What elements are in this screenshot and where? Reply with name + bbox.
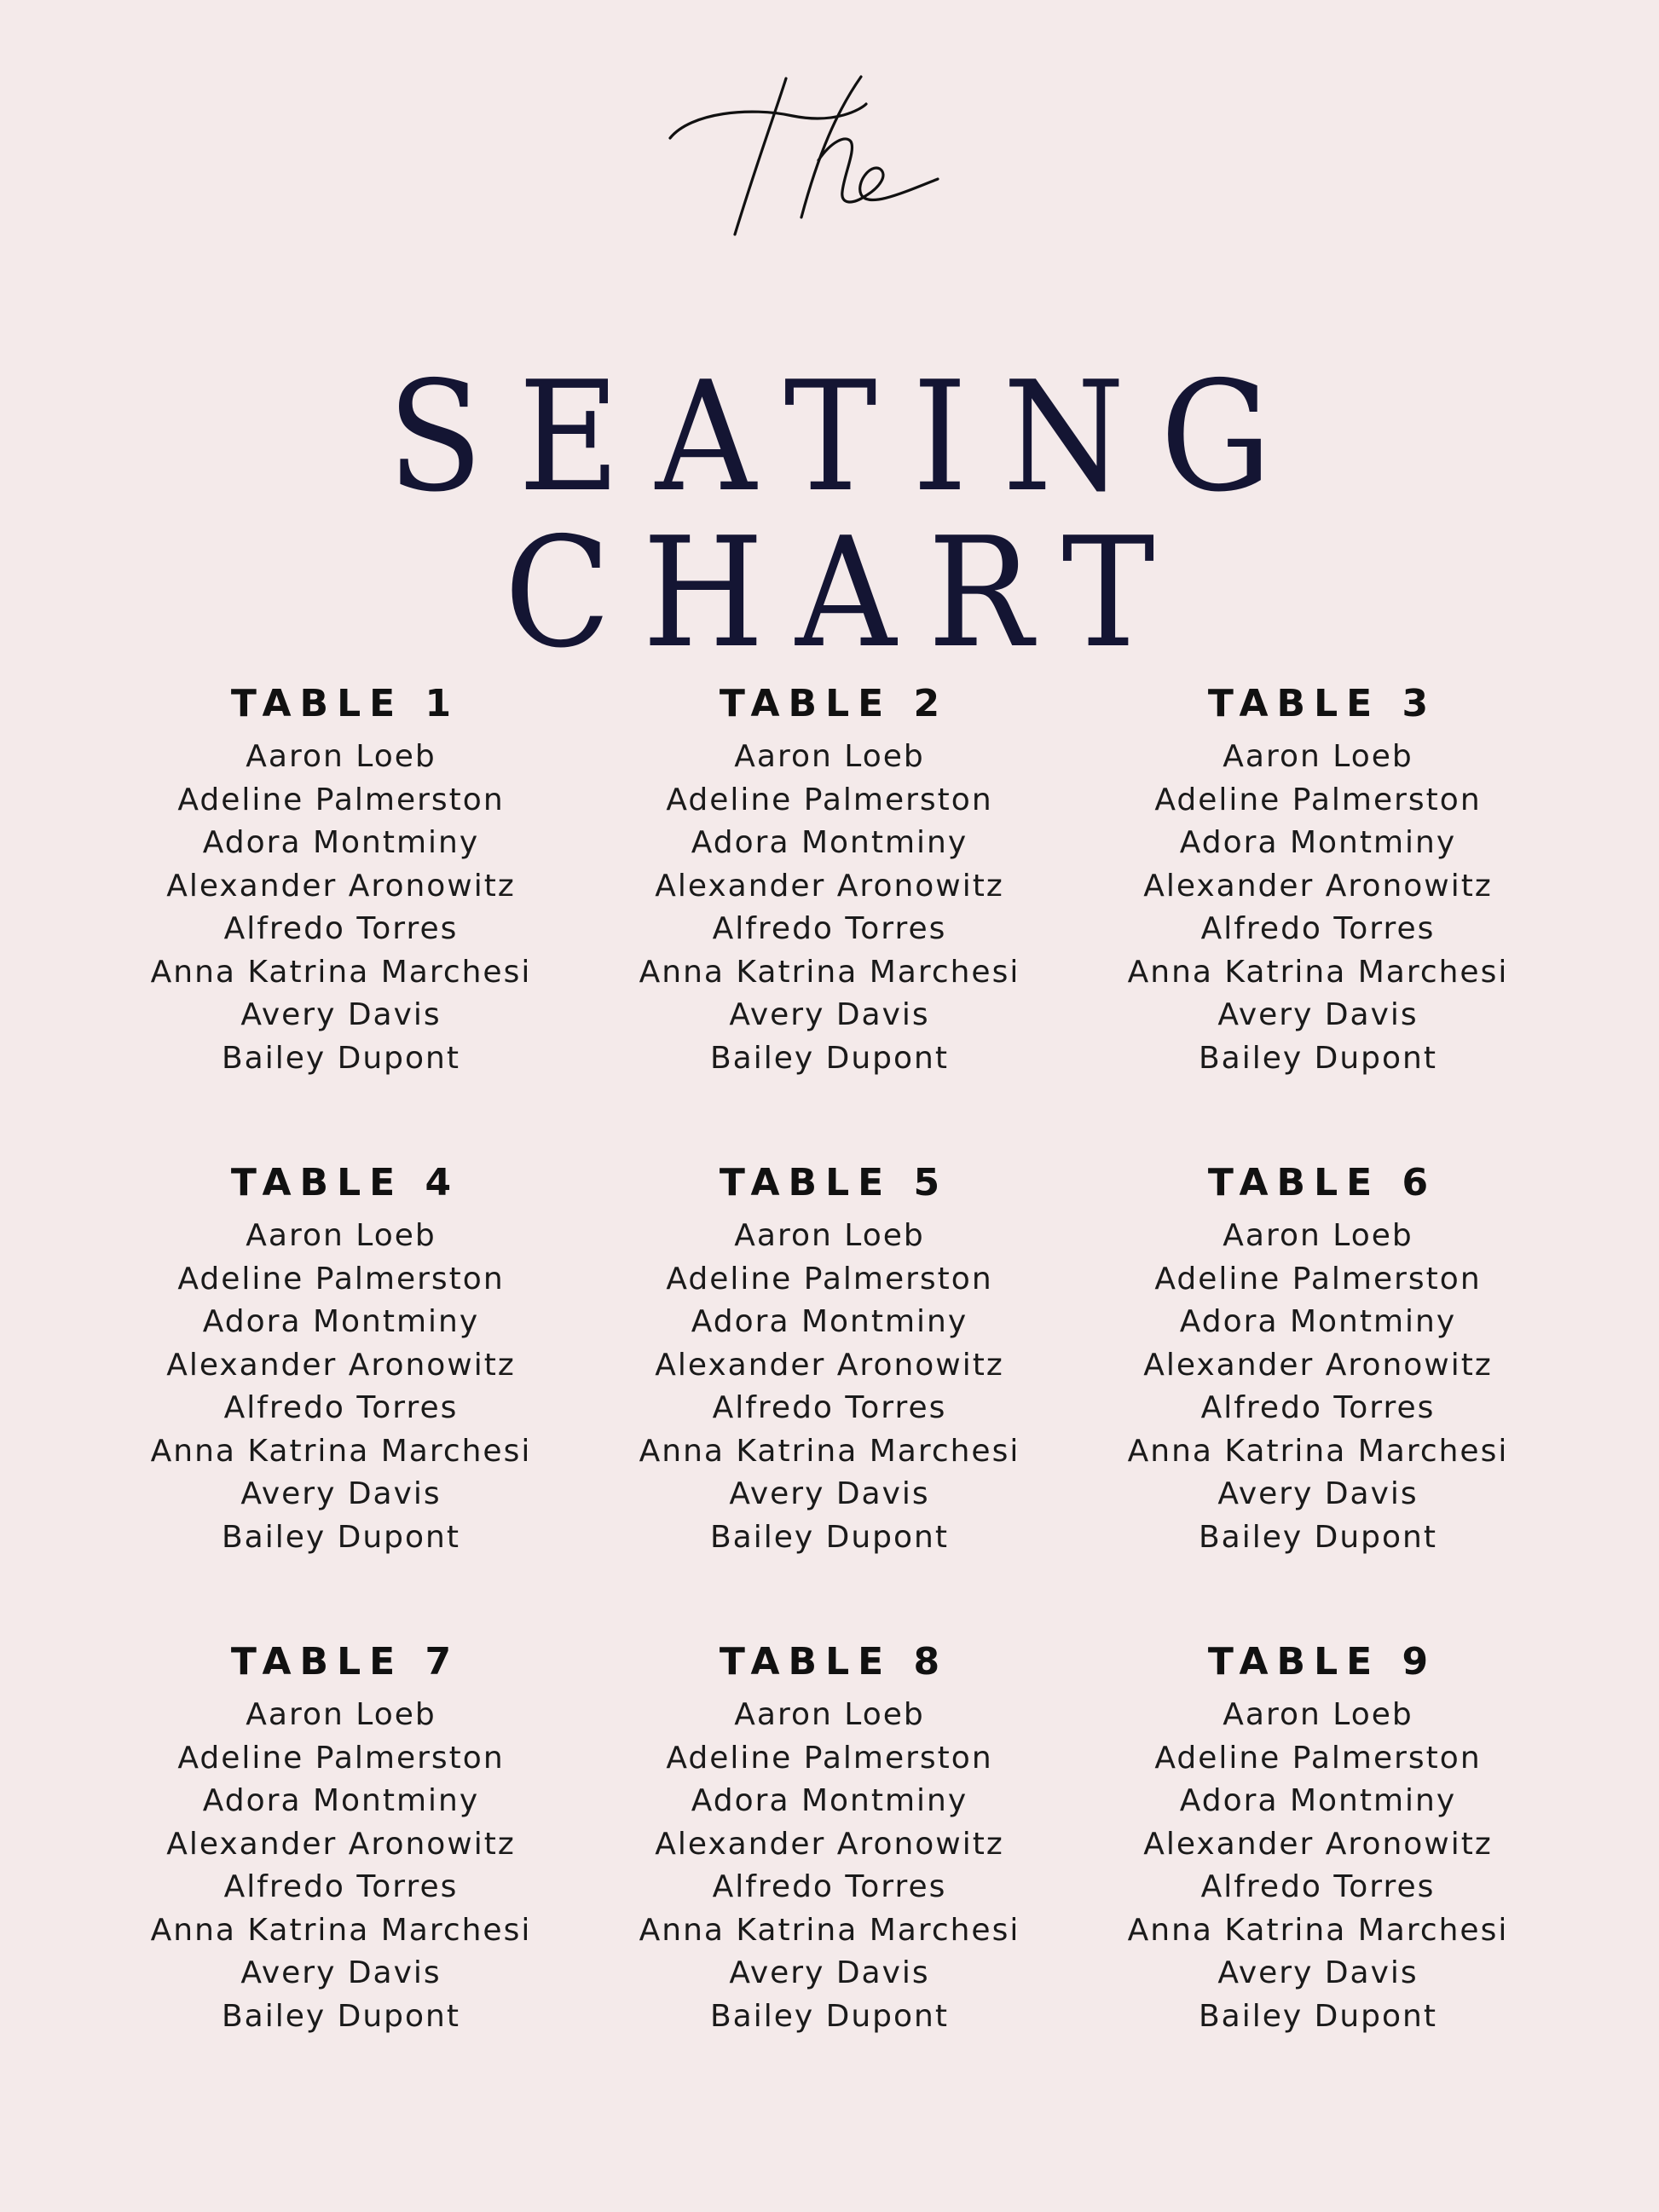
guest-name: Alfredo Torres [1200, 1390, 1436, 1425]
guest-name: Anna Katrina Marchesi [639, 1433, 1020, 1469]
guest-list [591, 736, 1068, 1080]
table-block-6 [1079, 1157, 1557, 1559]
guest-name: Alexander Aronowitz [166, 1347, 516, 1383]
guest-name: Adora Montminy [202, 825, 480, 860]
guest-name: Alfredo Torres [712, 1390, 947, 1425]
guest-name: Avery Davis [1217, 1476, 1419, 1511]
table-title: TABLE 5 [719, 1161, 949, 1204]
table-title: TABLE 1 [230, 682, 460, 725]
guest-list [1079, 1694, 1557, 2038]
guest-name: Adeline Palmerston [666, 782, 993, 817]
guest-name: Avery Davis [240, 997, 442, 1032]
guest-name: Adora Montminy [1179, 825, 1457, 860]
guest-name: Bailey Dupont [709, 1519, 949, 1555]
guest-name: Bailey Dupont [221, 1519, 460, 1555]
guest-name: Bailey Dupont [709, 1998, 949, 2034]
guest-name: Anna Katrina Marchesi [639, 1912, 1020, 1948]
guest-name: Adora Montminy [202, 1783, 480, 1818]
table-title: TABLE 4 [230, 1161, 460, 1204]
guest-list [1079, 736, 1557, 1080]
guest-name: Bailey Dupont [709, 1040, 949, 1076]
guest-name: Alfredo Torres [223, 911, 459, 946]
table-block-8 [591, 1636, 1068, 2038]
table-title: TABLE 2 [719, 682, 949, 725]
guest-list [102, 1694, 580, 2038]
table-title: TABLE 6 [1207, 1161, 1437, 1204]
guest-name: Bailey Dupont [221, 1998, 460, 2034]
guest-name: Aaron Loeb [246, 1218, 436, 1253]
guest-name: Alexander Aronowitz [655, 1347, 1004, 1383]
guest-name: Anna Katrina Marchesi [1127, 1433, 1509, 1469]
guest-name: Aaron Loeb [1223, 1697, 1413, 1732]
guest-name: Adora Montminy [1179, 1783, 1457, 1818]
guest-name: Avery Davis [729, 997, 930, 1032]
guest-name: Avery Davis [1217, 1955, 1419, 1990]
guest-name: Aaron Loeb [734, 739, 925, 774]
guest-name: Aaron Loeb [1223, 1218, 1413, 1253]
guest-name: Anna Katrina Marchesi [150, 1433, 532, 1469]
guest-list [591, 1215, 1068, 1559]
guest-name: Avery Davis [729, 1955, 930, 1990]
guest-name: Adeline Palmerston [177, 1740, 505, 1776]
guest-name: Alexander Aronowitz [655, 868, 1004, 904]
guest-list [591, 1694, 1068, 2038]
guest-name: Alfredo Torres [223, 1869, 459, 1904]
table-block-3 [1079, 678, 1557, 1080]
title-seating: SEATING [387, 349, 1308, 526]
table-block-2 [591, 678, 1068, 1080]
guest-name: Adeline Palmerston [1154, 1740, 1482, 1776]
guest-name: Adeline Palmerston [1154, 1261, 1482, 1297]
guest-name: Alfredo Torres [1200, 911, 1436, 946]
guest-name: Aaron Loeb [246, 1697, 436, 1732]
guest-name: Adora Montminy [691, 1783, 968, 1818]
guest-name: Alexander Aronowitz [166, 1826, 516, 1862]
table-block-5 [591, 1157, 1068, 1559]
guest-name: Alfredo Torres [712, 911, 947, 946]
title-chart: CHART [504, 505, 1187, 682]
guest-name: Alfredo Torres [1200, 1869, 1436, 1904]
guest-name: Avery Davis [240, 1476, 442, 1511]
guest-name: Alexander Aronowitz [1143, 1347, 1493, 1383]
table-title: TABLE 8 [719, 1640, 949, 1684]
guest-name: Adora Montminy [691, 825, 968, 860]
guest-name: Aaron Loeb [1223, 739, 1413, 774]
guest-name: Aaron Loeb [734, 1697, 925, 1732]
guest-name: Bailey Dupont [221, 1040, 460, 1076]
guest-name: Avery Davis [240, 1955, 442, 1990]
script-word-the [656, 60, 946, 256]
guest-name: Avery Davis [729, 1476, 930, 1511]
guest-name: Alexander Aronowitz [1143, 1826, 1493, 1862]
guest-name: Adora Montminy [202, 1304, 480, 1339]
table-title: TABLE 7 [230, 1640, 460, 1684]
guest-name: Anna Katrina Marchesi [150, 954, 532, 990]
guest-name: Alfredo Torres [712, 1869, 947, 1904]
table-block-4 [102, 1157, 580, 1559]
guest-name: Adeline Palmerston [1154, 782, 1482, 817]
table-title: TABLE 9 [1207, 1640, 1437, 1684]
table-block-1 [102, 678, 580, 1080]
guest-name: Bailey Dupont [1198, 1998, 1437, 2034]
guest-name: Adeline Palmerston [177, 782, 505, 817]
guest-name: Anna Katrina Marchesi [150, 1912, 532, 1948]
table-block-9 [1079, 1636, 1557, 2038]
guest-list [102, 736, 580, 1080]
guest-name: Adeline Palmerston [666, 1740, 993, 1776]
guest-name: Alfredo Torres [223, 1390, 459, 1425]
table-title: TABLE 3 [1207, 682, 1437, 725]
guest-name: Alexander Aronowitz [166, 868, 516, 904]
guest-name: Adora Montminy [1179, 1304, 1457, 1339]
guest-name: Bailey Dupont [1198, 1040, 1437, 1076]
guest-name: Bailey Dupont [1198, 1519, 1437, 1555]
guest-name: Anna Katrina Marchesi [1127, 1912, 1509, 1948]
guest-name: Adeline Palmerston [177, 1261, 505, 1297]
guest-name: Aaron Loeb [734, 1218, 925, 1253]
guest-name: Aaron Loeb [246, 739, 436, 774]
guest-name: Anna Katrina Marchesi [639, 954, 1020, 990]
guest-name: Adora Montminy [691, 1304, 968, 1339]
table-block-7 [102, 1636, 580, 2038]
guest-name: Avery Davis [1217, 997, 1419, 1032]
guest-name: Alexander Aronowitz [1143, 868, 1493, 904]
guest-name: Alexander Aronowitz [655, 1826, 1004, 1862]
guest-name: Anna Katrina Marchesi [1127, 954, 1509, 990]
guest-list [1079, 1215, 1557, 1559]
guest-list [102, 1215, 580, 1559]
guest-name: Adeline Palmerston [666, 1261, 993, 1297]
